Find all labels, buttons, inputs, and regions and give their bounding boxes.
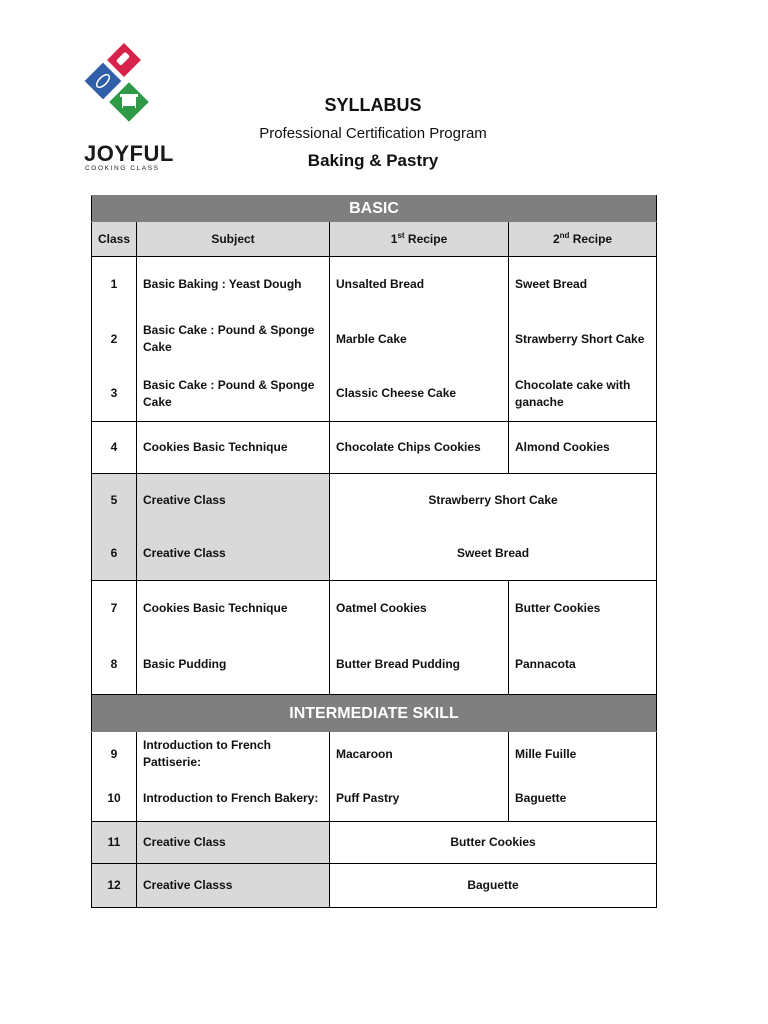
- class-number: 6: [92, 527, 137, 581]
- table-row: [92, 312, 657, 367]
- class-number: 1: [92, 257, 137, 312]
- table-row: [92, 527, 657, 581]
- subject-cell: Creative Class: [137, 527, 330, 581]
- class-number: 5: [92, 474, 137, 527]
- program-title: Baking & Pastry: [307, 151, 439, 170]
- brand-tagline: COOKING CLASS: [85, 165, 160, 172]
- subject-cell: Basic Cake : Pound & Sponge Cake: [137, 312, 330, 367]
- recipe-1-cell: Unsalted Bread: [330, 257, 509, 312]
- class-number: 4: [92, 422, 137, 474]
- column-header-recipe-2: [509, 222, 657, 257]
- subject-cell: Creative Classs: [137, 864, 330, 908]
- subject-cell: Cookies Basic Technique: [137, 422, 330, 474]
- recipe-1-cell: Oatmel Cookies: [330, 581, 509, 636]
- recipe-2-sup: nd: [559, 230, 570, 240]
- brand-name: JOYFUL: [84, 141, 174, 166]
- table-header-row: [92, 222, 657, 257]
- recipe-2-cell: Sweet Bread: [509, 257, 657, 312]
- recipe-2-cell: Strawberry Short Cake: [509, 312, 657, 367]
- class-number: 9: [92, 732, 137, 777]
- recipe-1-cell: Butter Bread Pudding: [330, 636, 509, 695]
- column-header-class: Class: [92, 222, 137, 257]
- recipe-2-cell: Mille Fuille: [509, 732, 657, 777]
- recipe-1-cell: Puff Pastry: [330, 777, 509, 822]
- table-row: [92, 822, 657, 864]
- recipe-2-cell: Almond Cookies: [509, 422, 657, 474]
- table-row: [92, 636, 657, 695]
- recipe-1-cell: Classic Cheese Cake: [330, 367, 509, 422]
- recipe-2-num: 2: [552, 231, 560, 246]
- table-row: [92, 422, 657, 474]
- column-header-subject: Subject: [137, 222, 330, 257]
- syllabus-table: [91, 195, 657, 908]
- recipe-2-cell: Pannacota: [509, 636, 657, 695]
- table-row: [92, 581, 657, 636]
- table-row: [92, 474, 657, 527]
- recipe-1-label: Recipe: [404, 231, 448, 246]
- subject-cell: Creative Class: [137, 474, 330, 527]
- recipe-1-num: 1: [390, 231, 398, 246]
- subject-cell: Introduction to French Bakery:: [137, 777, 330, 822]
- table-row: [92, 864, 657, 908]
- recipe-1-cell: Marble Cake: [330, 312, 509, 367]
- recipe-cell: Sweet Bread: [330, 527, 657, 581]
- recipe-cell: Butter Cookies: [330, 822, 657, 864]
- class-number: 10: [92, 777, 137, 822]
- class-number: 7: [92, 581, 137, 636]
- recipe-2-cell: Chocolate cake with ganache: [509, 367, 657, 422]
- page-title: SYLLABUS: [324, 95, 422, 115]
- subject-cell: Creative Class: [137, 822, 330, 864]
- recipe-cell: Strawberry Short Cake: [330, 474, 657, 527]
- section-title: BASIC: [92, 196, 657, 222]
- class-number: 12: [92, 864, 137, 908]
- recipe-1-sup: st: [397, 230, 405, 240]
- class-number: 2: [92, 312, 137, 367]
- subject-cell: Basic Cake : Pound & Sponge Cake: [137, 367, 330, 422]
- recipe-2-cell: Butter Cookies: [509, 581, 657, 636]
- column-header-recipe-1: [330, 222, 509, 257]
- recipe-2-label: Recipe: [569, 231, 613, 246]
- table-row: [92, 732, 657, 777]
- subject-cell: Cookies Basic Technique: [137, 581, 330, 636]
- section-title: INTERMEDIATE SKILL: [92, 695, 657, 732]
- table-row: [92, 257, 657, 312]
- class-number: 3: [92, 367, 137, 422]
- class-number: 11: [92, 822, 137, 864]
- recipe-cell: Baguette: [330, 864, 657, 908]
- class-number: 8: [92, 636, 137, 695]
- recipe-1-cell: Macaroon: [330, 732, 509, 777]
- recipe-1-cell: Chocolate Chips Cookies: [330, 422, 509, 474]
- section-header-basic: [92, 196, 657, 222]
- page-subtitle: Professional Certification Program: [259, 125, 487, 142]
- subject-cell: Introduction to French Pattiserie:: [137, 732, 330, 777]
- table-row: [92, 367, 657, 422]
- recipe-2-cell: Baguette: [509, 777, 657, 822]
- table-row: [92, 777, 657, 822]
- subject-cell: Basic Baking : Yeast Dough: [137, 257, 330, 312]
- subject-cell: Basic Pudding: [137, 636, 330, 695]
- section-header-intermediate: [92, 695, 657, 732]
